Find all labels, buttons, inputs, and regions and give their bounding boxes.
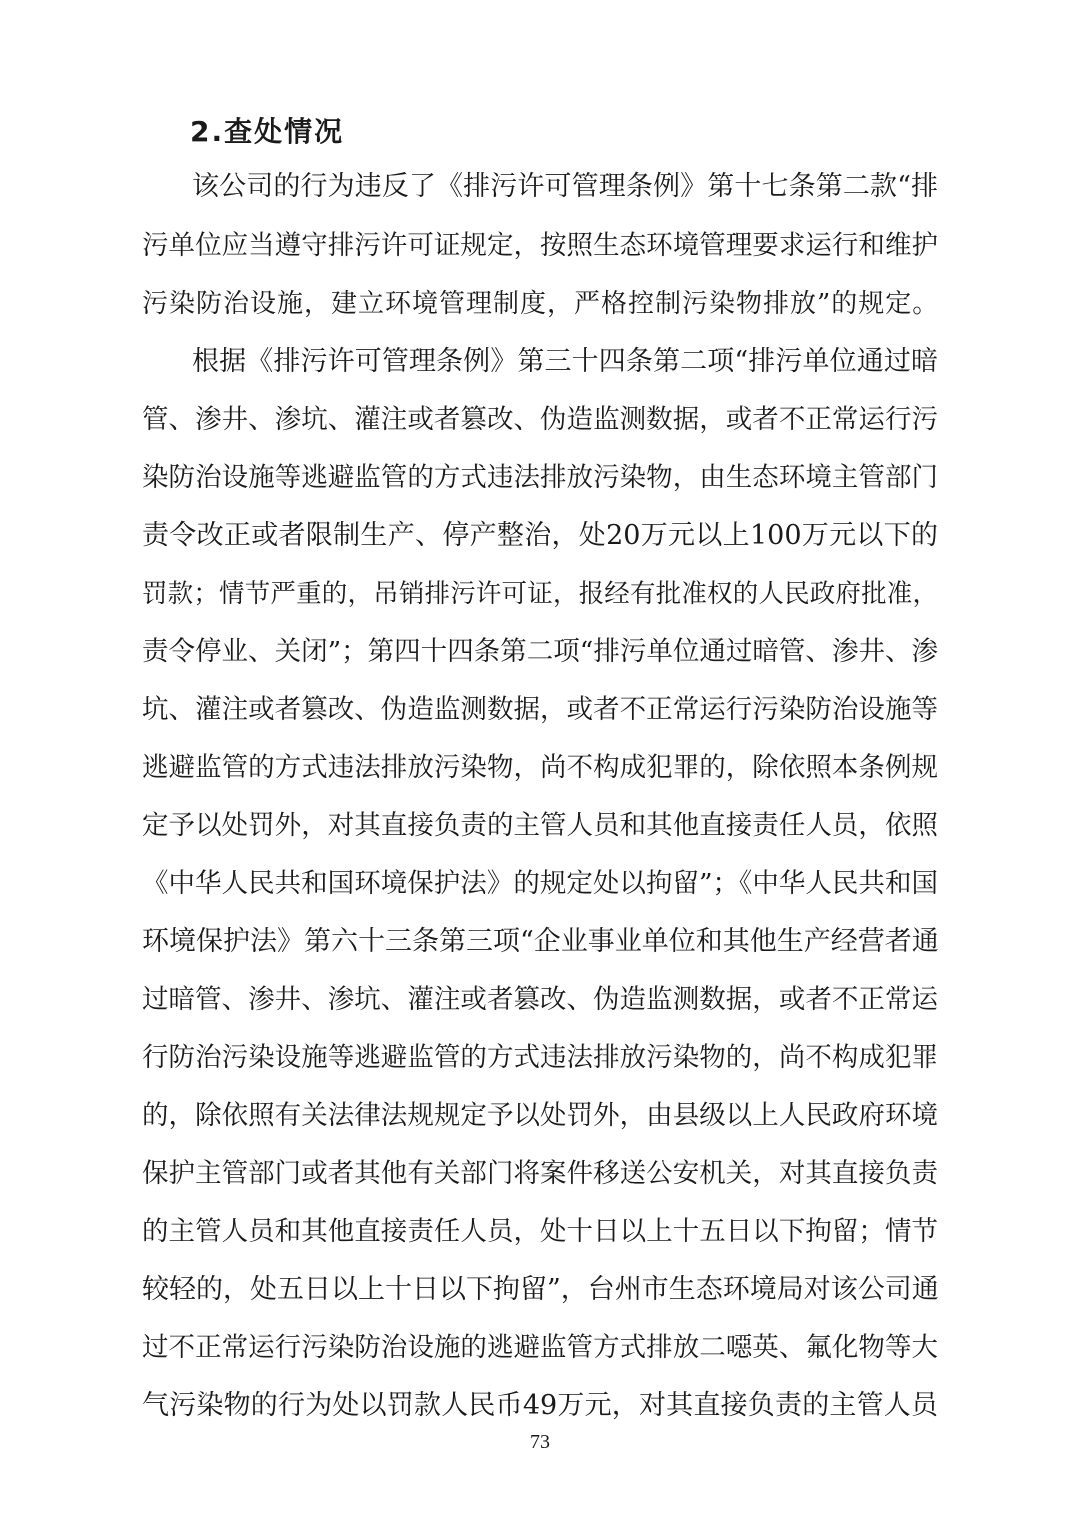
paragraph-2-line-13: 行防治污染设施等逃避监管的方式违法排放污染物的，尚不构成犯罪 [142, 1042, 938, 1073]
paragraph-2-line-5: 罚款；情节严重的，吊销排污许可证，报经有批准权的人民政府批准， [142, 579, 938, 609]
page-number: 73 [530, 1431, 550, 1453]
paragraph-2-line-9: 定予以处罚外，对其直接负责的主管人员和其他直接责任人员，依照 [142, 810, 938, 841]
paragraph-2-line-10: 《中华人民共和国环境保护法》的规定处以拘留”；《中华人民共和国 [142, 868, 938, 899]
paragraph-1-line-2: 污单位应当遵守排污许可证规定，按照生态环境管理要求运行和维护 [142, 230, 938, 261]
paragraph-2-line-1: 根据《排污许可管理条例》第三十四条第二项“排污单位通过暗 [192, 346, 938, 377]
paragraph-2-line-17: 较轻的，处五日以上十日以下拘留”，台州市生态环境局对该公司通 [142, 1274, 939, 1305]
paragraph-2-line-14: 的，除依照有关法律法规规定予以处罚外，由县级以上人民政府环境 [142, 1100, 938, 1131]
paragraph-2-line-19: 气污染物的行为处以罚款人民币49万元，对其直接负责的主管人员 [142, 1390, 938, 1421]
paragraph-2-line-12: 过暗管、渗井、渗坑、灌注或者篡改、伪造监测数据，或者不正常运 [142, 984, 938, 1015]
paragraph-2-line-8: 逃避监管的方式违法排放污染物，尚不构成犯罪的，除依照本条例规 [142, 752, 938, 783]
paragraph-1-line-1: 该公司的行为违反了《排污许可管理条例》第十七条第二款“排 [192, 171, 938, 202]
paragraph-2-line-4: 责令改正或者限制生产、停产整治，处20万元以上100万元以下的 [142, 520, 938, 551]
paragraph-2-line-16: 的主管人员和其他直接责任人员，处十日以上十五日以下拘留；情节 [142, 1216, 938, 1247]
paragraph-1-line-3: 污染防治设施，建立环境管理制度，严格控制污染物排放”的规定。 [142, 289, 940, 319]
paragraph-2-line-15: 保护主管部门或者其他有关部门将案件移送公安机关，对其直接负责 [142, 1158, 938, 1189]
paragraph-2-line-2: 管、渗井、渗坑、灌注或者篡改、伪造监测数据，或者不正常运行污 [142, 404, 938, 435]
paragraph-2-line-18: 过不正常运行污染防治设施的逃避监管方式排放二噁英、氟化物等大 [142, 1332, 938, 1363]
paragraph-2-line-6: 责令停业、关闭”；第四十四条第二项“排污单位通过暗管、渗井、渗 [142, 636, 938, 667]
paragraph-2-line-11: 环境保护法》第六十三条第三项“企业事业单位和其他生产经营者通 [142, 926, 939, 957]
section-heading: 2.查处情况 [190, 115, 345, 148]
paragraph-2-line-7: 坑、灌注或者篡改、伪造监测数据，或者不正常运行污染防治设施等 [142, 694, 938, 725]
paragraph-2-line-3: 染防治设施等逃避监管的方式违法排放污染物，由生态环境主管部门 [142, 462, 938, 493]
